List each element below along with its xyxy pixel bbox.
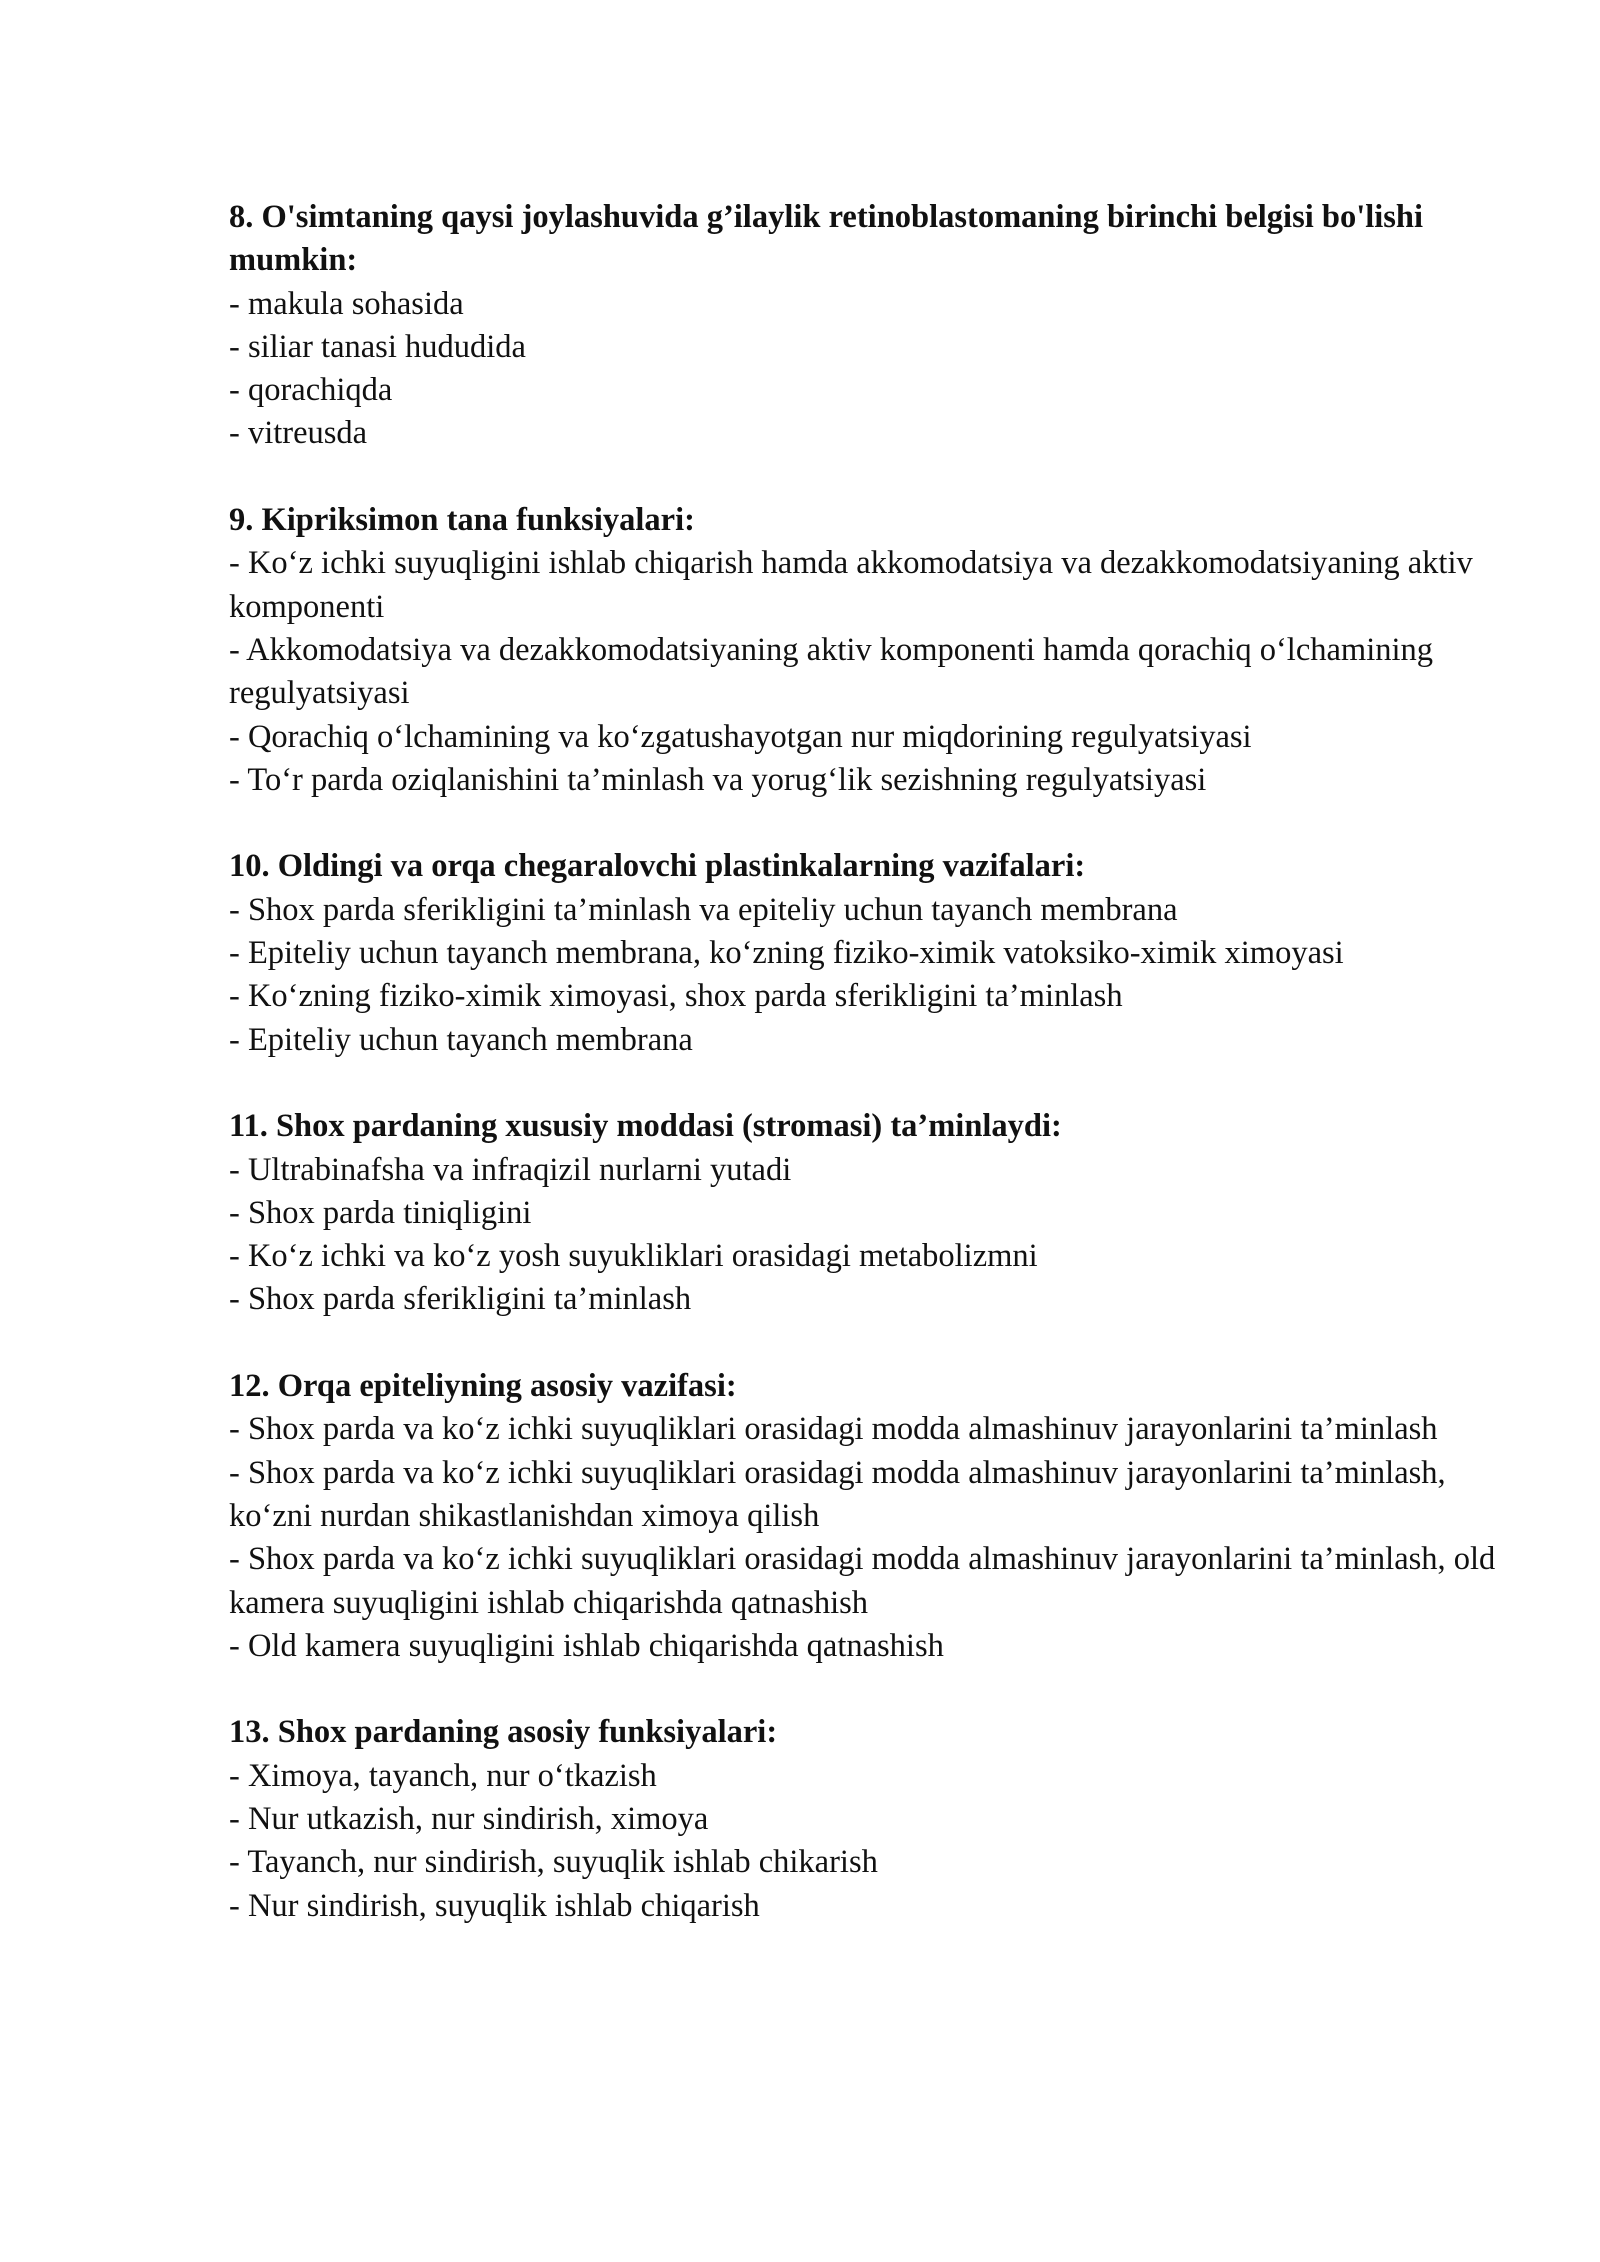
answer-option: - Ko‘zning fiziko-ximik ximoyasi, shox parda sferikligini ta’minlash [229,978,1123,1015]
answer-option: - Tayanch, nur sindirish, suyuqlik ishlab chikarish [229,1844,878,1881]
answer-option: - Shox parda sferikligini ta’minlash [229,1281,692,1318]
question-13 [229,1711,1529,1927]
answer-option: - Shox parda sferikligini ta’minlash va epiteliy uchun tayanch membrana [229,891,1178,928]
answer-option: - Ximoya, tayanch, nur o‘tkazish [229,1757,657,1794]
answer-option: - Shox parda tiniqligini [229,1194,532,1231]
document-page [229,196,1529,1971]
answer-option: - Epiteliy uchun tayanch membrana, ko‘zning fiziko-ximik vatoksiko-ximik ximoyasi [229,935,1344,972]
answer-option: - Shox parda va ko‘z ichki suyuqliklari orasidagi modda almashinuv jarayonlarini ta’minlash, ko‘zni nurdan shikastlanishdan ximoya qilish [229,1454,1454,1534]
question-title: 11. Shox pardaning xususiy moddasi (stromasi) ta’minlaydi: [229,1108,1062,1145]
answer-option: - Old kamera suyuqligini ishlab chiqarishda qatnashish [229,1627,944,1664]
question-10 [229,845,1529,1061]
answer-option: - vitreusda [229,415,368,452]
question-title: 12. Orqa epiteliyning asosiy vazifasi: [229,1368,737,1405]
question-12 [229,1365,1529,1668]
question-11 [229,1105,1529,1321]
answer-option: - Epiteliy uchun tayanch membrana [229,1021,693,1058]
answer-option: - Ultrabinafsha va infraqizil nurlarni yutadi [229,1151,792,1188]
answer-option: - Nur sindirish, suyuqlik ishlab chiqarish [229,1887,760,1924]
answer-option: - Shox parda va ko‘z ichki suyuqliklari orasidagi modda almashinuv jarayonlarini ta’minlash [229,1411,1438,1448]
answer-option: - Ko‘z ichki suyuqligini ishlab chiqarish hamda akkomodatsiya va dezakkomodatsiyaning aktiv komponenti [229,545,1481,625]
answer-option: - Nur utkazish, nur sindirish, ximoya [229,1800,709,1837]
answer-option: - qorachiqda [229,372,393,409]
answer-option: - siliar tanasi hududida [229,328,526,365]
question-title: 13. Shox pardaning asosiy funksiyalari: [229,1714,778,1751]
question-8 [229,196,1529,456]
question-title: 10. Oldingi va orqa chegaralovchi plastinkalarning vazifalari: [229,848,1086,885]
answer-option: - To‘r parda oziqlanishini ta’minlash va yorug‘lik sezishning regulyatsiyasi [229,761,1207,798]
answer-option: - Ko‘z ichki va ko‘z yosh suyukliklari orasidagi metabolizmni [229,1238,1038,1275]
answer-option: - makula sohasida [229,285,464,322]
question-9 [229,499,1529,802]
question-title: 9. Kipriksimon tana funksiyalari: [229,502,695,539]
answer-option: - Shox parda va ko‘z ichki suyuqliklari orasidagi modda almashinuv jarayonlarini ta’minlash, old kamera suyuqligini ishlab chiqarishda qatnashish [229,1541,1504,1621]
answer-option: - Qorachiq o‘lchamining va ko‘zgatushayotgan nur miqdorining regulyatsiyasi [229,718,1252,755]
answer-option: - Akkomodatsiya va dezakkomodatsiyaning aktiv komponenti hamda qorachiq o‘lchamining regulyatsiyasi [229,631,1442,712]
question-title: 8. O'simtaning qaysi joylashuvida g’ilaylik retinoblastomaning birinchi belgisi bo'lishi mumkin: [229,199,1424,279]
